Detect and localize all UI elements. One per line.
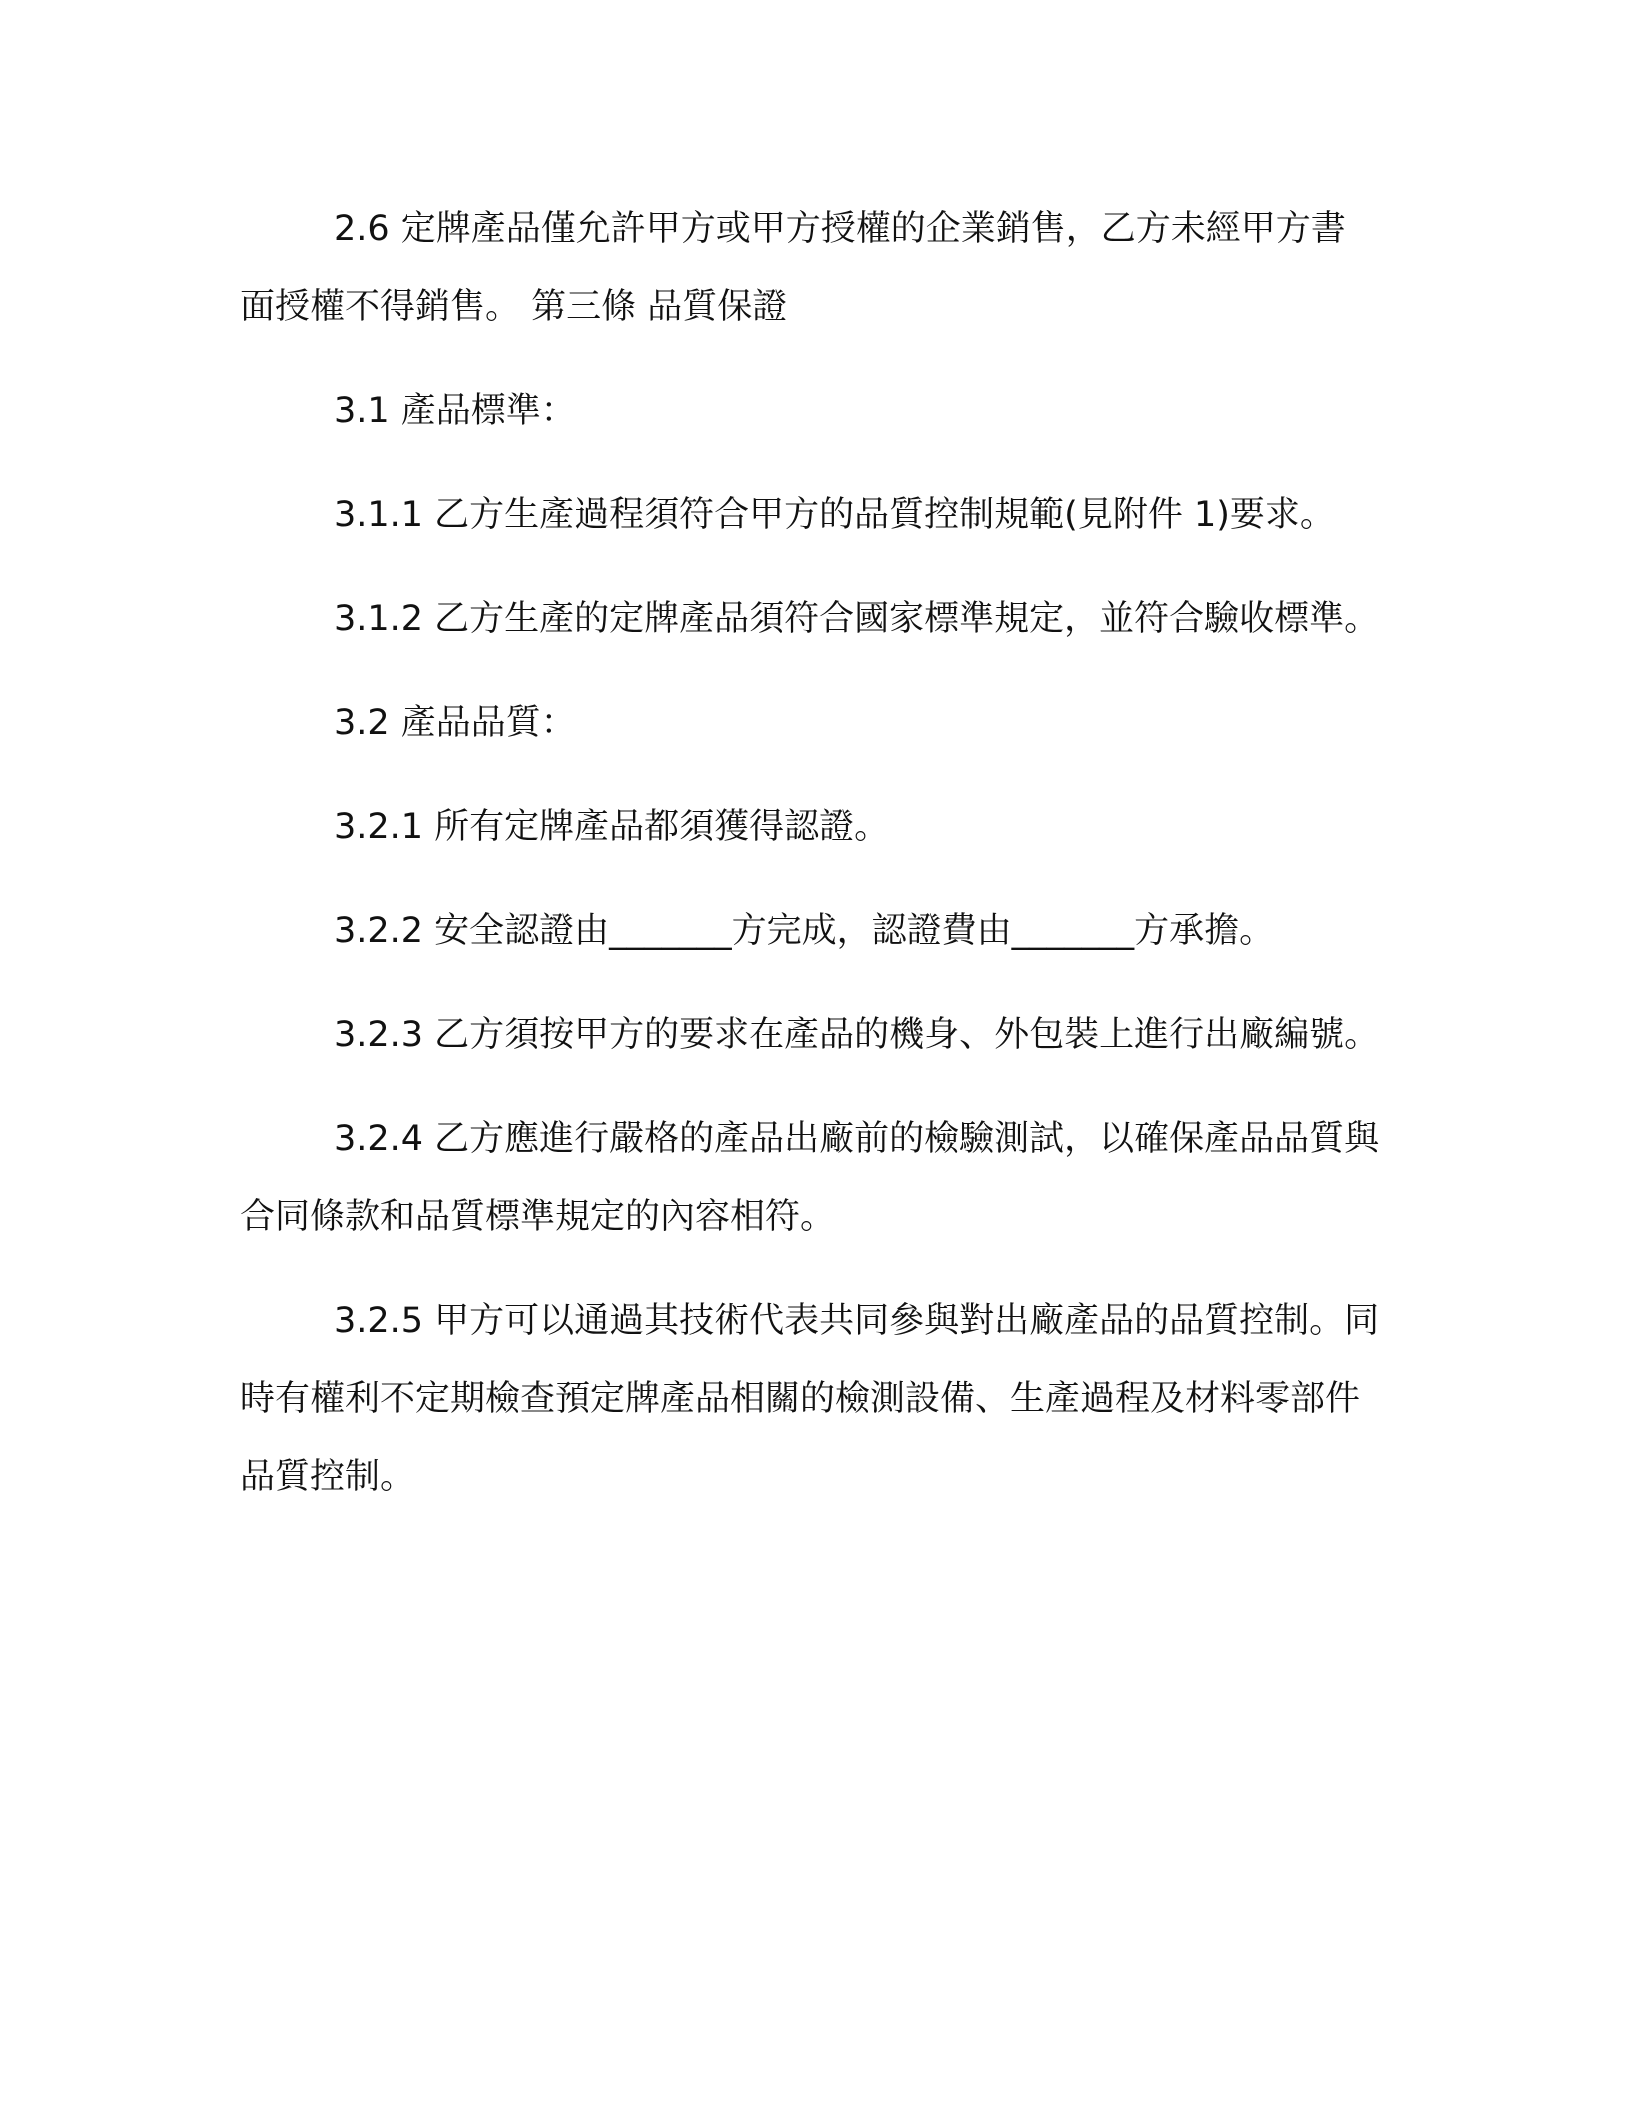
paragraph-3-2-2: 3.2.2 安全認證由_______方完成，認證費由_______方承擔。: [334, 911, 1275, 951]
document-body: [240, 190, 1380, 1516]
paragraph-2-6: 2.6 定牌產品僅允許甲方或甲方授權的企業銷售，乙方未經甲方書面授權不得銷售。 第三條 品質保證: [240, 209, 1346, 327]
paragraph-3-1: 3.1 產品標準：: [334, 391, 576, 431]
paragraph-3-2-5: 3.2.5 甲方可以通過其技術代表共同參與對出廠產品的品質控制。同時有權利不定期檢查預定牌產品相關的檢測設備、生產過程及材料零部件品質控制。: [240, 1301, 1380, 1497]
paragraph-3-2-1: 3.2.1 所有定牌產品都須獲得認證。: [334, 807, 890, 847]
paragraph-3-1-2: 3.1.2 乙方生產的定牌產品須符合國家標準規定，並符合驗收標準。: [334, 599, 1380, 639]
paragraph-3-1-1: 3.1.1 乙方生產過程須符合甲方的品質控制規範(見附件 1)要求。: [334, 495, 1335, 535]
paragraph-3-2-4: 3.2.4 乙方應進行嚴格的產品出廠前的檢驗測試，以確保產品品質與合同條款和品質標準規定的內容相符。: [240, 1119, 1380, 1237]
paragraph-3-2-3: 3.2.3 乙方須按甲方的要求在產品的機身、外包裝上進行出廠編號。: [334, 1015, 1380, 1055]
paragraph-3-2: 3.2 產品品質：: [334, 703, 576, 743]
